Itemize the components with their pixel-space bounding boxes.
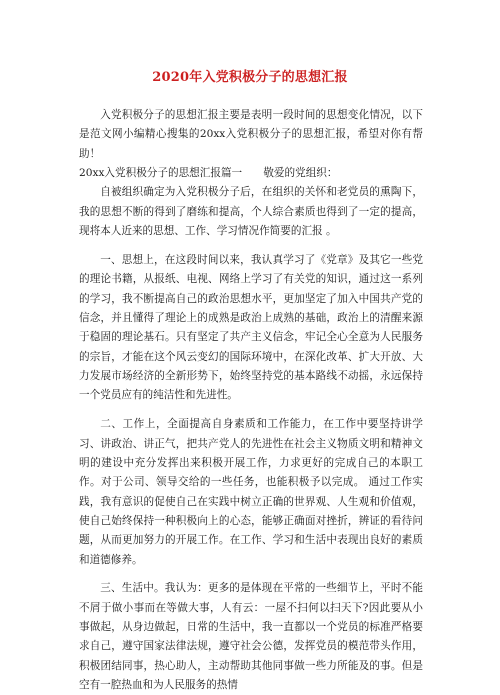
body-paragraph-work: 二、工作上，全面提高自身素质和工作能力，在工作中要坚持讲学习、讲政治、讲正气，把共产党人的先进性在社会主义物质文明和精神文明的建设中充分发挥出来积极开展工作，力求更好的完成自己的本职工作。对于公司、领导交给的一些任务，也能积极予以完成。 通过工作实践，我有意识的促使自己在实践中树立正确的世界观、人生观和价值观，使自己始终保持一种积极向上的心态，能够正确面对挫折，辨证的看待问题，从而更加努力的开展工作。在工作、学习和生活中表现出良好的素质和道德修养。 (79, 418, 423, 566)
document-title: 2020年入党积极分子的思想汇报 (152, 70, 348, 85)
section-heading-line: 20xx入党积极分子的思想汇报篇一 敬爱的党组织： (79, 167, 338, 180)
body-paragraph-thought: 一、思想上，在这段时间以来，我认真学习了《党章》及其它一些党的理论书籍，从报纸、电视、网络上学习了有关党的知识，通过这一系列的学习，我不断提高自己的政治思想水平，更加坚定了加入中国共产党的信念，并且懂得了理论上的成熟是政治上成熟的基础，政治上的清醒来源于稳固的理论基石。只有坚定了共产主义信念，牢记全心全意为人民服务的宗旨，才能在这个风云变幻的国际环境中，在深化改革、扩大开放、大力发展市场经济的全新形势下，始终坚持党的基本路线不动摇，永远保持一个党员应有的纯洁性和先进性。 (79, 253, 423, 402)
body-paragraph-opening: 自被组织确定为入党积极分子后，在组织的关怀和老党员的熏陶下，我的思想不断的得到了磨练和提高，个人综合素质也得到了一定的提高，现将本人近来的思想、工作、学习情况作简要的汇报 。 (79, 186, 423, 238)
body-paragraph-life: 三、生活中。我认为：更多的是体现在平常的一些细节上，平时不能不屑于做小事而在等做大事，人有云：一屋不扫何以扫天下?因此要从小事做起，从身边做起，日常的生活中，我一直都以一个党员的标准严格要求自己，遵守国家法律法规，遵守社会公德，发挥党员的模范带头作用，积极团结同事，热心助人，主动帮助其他同事做一些力所能及的事。但是空有一腔热血和为人民服务的热情 (79, 582, 423, 692)
intro-paragraph: 入党积极分子的思想汇报主要是表明一段时间的思想变化情况，以下是范文网小编精心搜集的20xx入党积极分子的思想汇报，希望对你有帮助！ (79, 109, 423, 160)
document-body (79, 106, 423, 695)
